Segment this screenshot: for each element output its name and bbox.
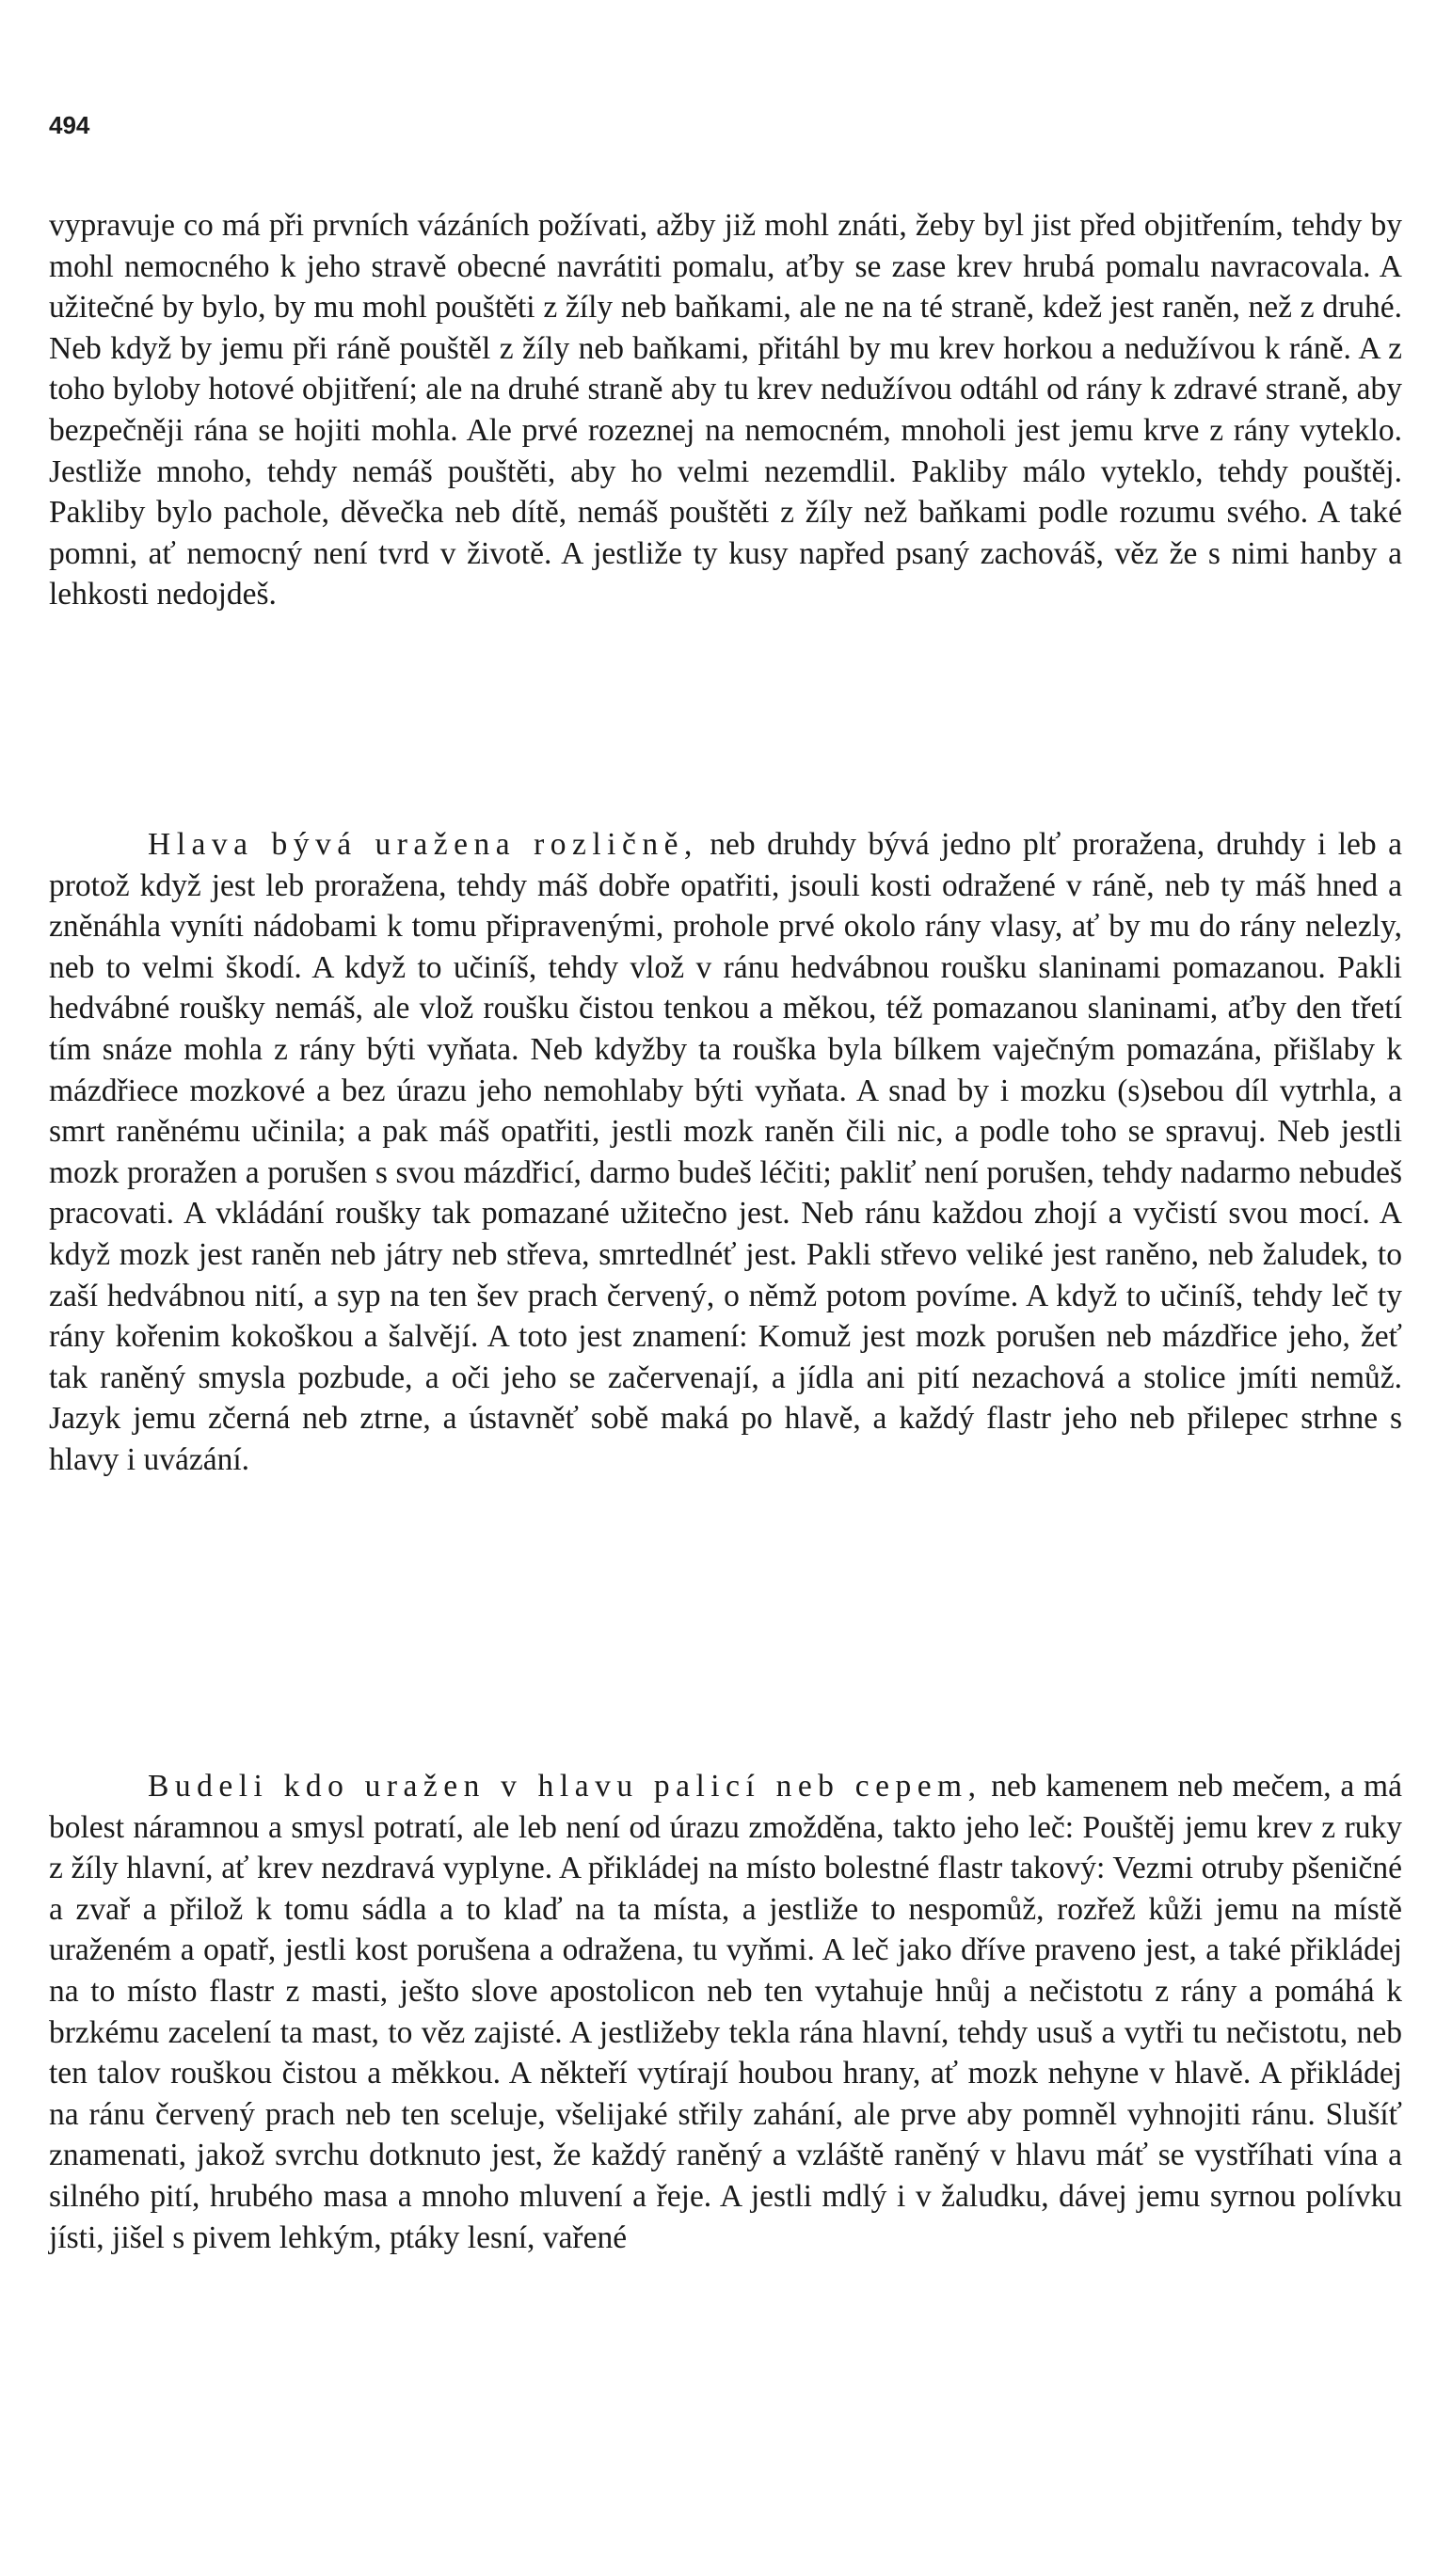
paragraph-2 — [49, 824, 1402, 1481]
paragraph-3-lead: Budeli kdo uražen v hlavu palicí neb cepem, — [148, 1769, 982, 1804]
paragraph-3 — [49, 1766, 1402, 2258]
paragraph-1: vypravuje co má při prvních vázáních požívati, ažby již mohl znáti, žeby byl jist před objitřením, tehdy by mohl nemocného k jeho stravě obecné navrátiti pomalu, aťby se zase krev hrubá pomalu navracovala. A užitečné by bylo, by mu mohl pouštěti z žíly neb baňkami, ale ne na té straně, kdež jest raněn, než z druhé. Neb když by jemu při ráně pouštěl z žíly neb baňkami, přitáhl by mu krev horkou a nedužívou k ráně. A z toho byloby hotové objitření; ale na druhé straně aby tu krev nedužívou odtáhl od rány k zdravé straně, aby bezpečněji rána se hojiti mohla. Ale prvé rozeznej na nemocném, mnoholi jest jemu krve z rány vyteklo. Jestliže mnoho, tehdy nemáš pouštěti, aby ho velmi nezemdlil. Pakliby málo vyteklo, tehdy pouštěj. Pakliby bylo pachole, děvečka neb dítě, nemáš pouštěti z žíly než baňkami podle rozumu svého. A také pomni, ať nemocný není tvrd v životě. A jestliže ty kusy napřed psaný zachováš, věz že s nimi hanby a lehkosti nedojdeš. — [49, 208, 1402, 612]
paragraph-2-text: neb druhdy bývá jedno plť proražena, druhdy i leb a protož když jest leb proražena, tehdy máš dobře opatřiti, jsouli kosti odražené v ráně, neb ty máš hned a zněnáhla vyníti nádobami k tomu připravenými, prohole prvé okolo rány vlasy, ať by mu do rány nelezly, neb to velmi škodí. A když to učiníš, tehdy vlož v ránu hedvábnou roušku slaninami pomazanou. Pakli hedvábné roušky nemáš, ale vlož roušku čistou tenkou a měkou, též pomazanou slaninami, aťby den třetí tím snáze mohla z rány býti vyňata. Neb kdyžby ta rouška byla bílkem vaječným pomazána, přišlaby k mázdřiece mozkové a bez úrazu jeho nemohlaby býti vyňata. A snad by i mozku (s)sebou díl vytrhla, a smrt raněnému učinila; a pak máš opatřiti, jestli mozk raněn čili nic, a podle toho se spravuj. Neb jestli mozk proražen a porušen s svou mázdřicí, darmo budeš léčiti; pakliť není porušen, tehdy nadarmo nebudeš pracovati. A vkládání roušky tak pomazané užitečno jest. Neb ránu každou zhojí a vyčistí svou mocí. A když mozk jest raněn neb játry neb střeva, smrtedlnéť jest. Pakli střevo veliké jest raněno, neb žaludek, to zaší hedvábnou nití, a syp na ten šev prach červený, o němž potom povíme. A když to učiníš, tehdy leč ty rány kořenim kokoškou a šalvějí. A toto jest znamení: Komuž jest mozk porušen neb mázdřice jeho, žeť tak raněný smysla pozbude, a oči jeho se začervenají, a jídla ani pití nezachová a stolice jmíti nemůž. Jazyk jemu zčerná neb ztrne, a ústavněť sobě maká po hlavě, a každý flastr jeho neb přilepec strhne s hlavy i uvázání. — [49, 827, 1402, 1477]
paragraph-3-block — [49, 1766, 1402, 2258]
paragraph-2-lead: Hlava bývá uražena rozličně, — [148, 827, 698, 862]
paragraph-2-block — [49, 824, 1402, 1481]
page-number: 494 — [49, 111, 90, 139]
paragraph-1-block — [49, 205, 1402, 615]
paragraph-3-text: neb kamenem neb mečem, a má bolest náramnou a smysl potratí, ale leb není od úrazu zmožděna, takto jeho leč: Pouštěj jemu krev z ruky z žíly hlavní, ať krev nezdravá vyplyne. A přikládej na místo bolestné flastr takový: Vezmi otruby pšeničné a zvař a přilož k tomu sádla a to klaď na ta místa, a jestliže to nespomůž, rozřež kůži jemu na místě uraženém a opatř, jestli kost porušena a odražena, tu vyňmi. A leč jako dříve praveno jest, a také přikládej na to místo flastr z masti, ješto slove apostolicon neb ten vytahuje hnůj a nečistotu z rány a pomáhá k brzkému zacelení ta mast, to věz zajisté. A jestližeby tekla rána hlavní, tehdy usuš a vytři tu nečistotu, neb ten talov rouškou čistou a měkkou. A někteří vytírají houbou hrany, ať mozk nehyne v hlavě. A přikládej na ránu červený prach neb ten sceluje, všelijaké střily zahání, ale prve aby pomněl vyhnojiti ránu. Slušíť znamenati, jakož svrchu dotknuto jest, že každý raněný a vzláště raněný v hlavu máť se vystříhati vína a silného pití, hrubého masa a mnoho mluvení a řeje. A jestli mdlý i v žaludku, dávej jemu syrnou polívku jísti, jišel s pivem lehkým, ptáky lesní, vařené — [49, 1769, 1402, 2255]
